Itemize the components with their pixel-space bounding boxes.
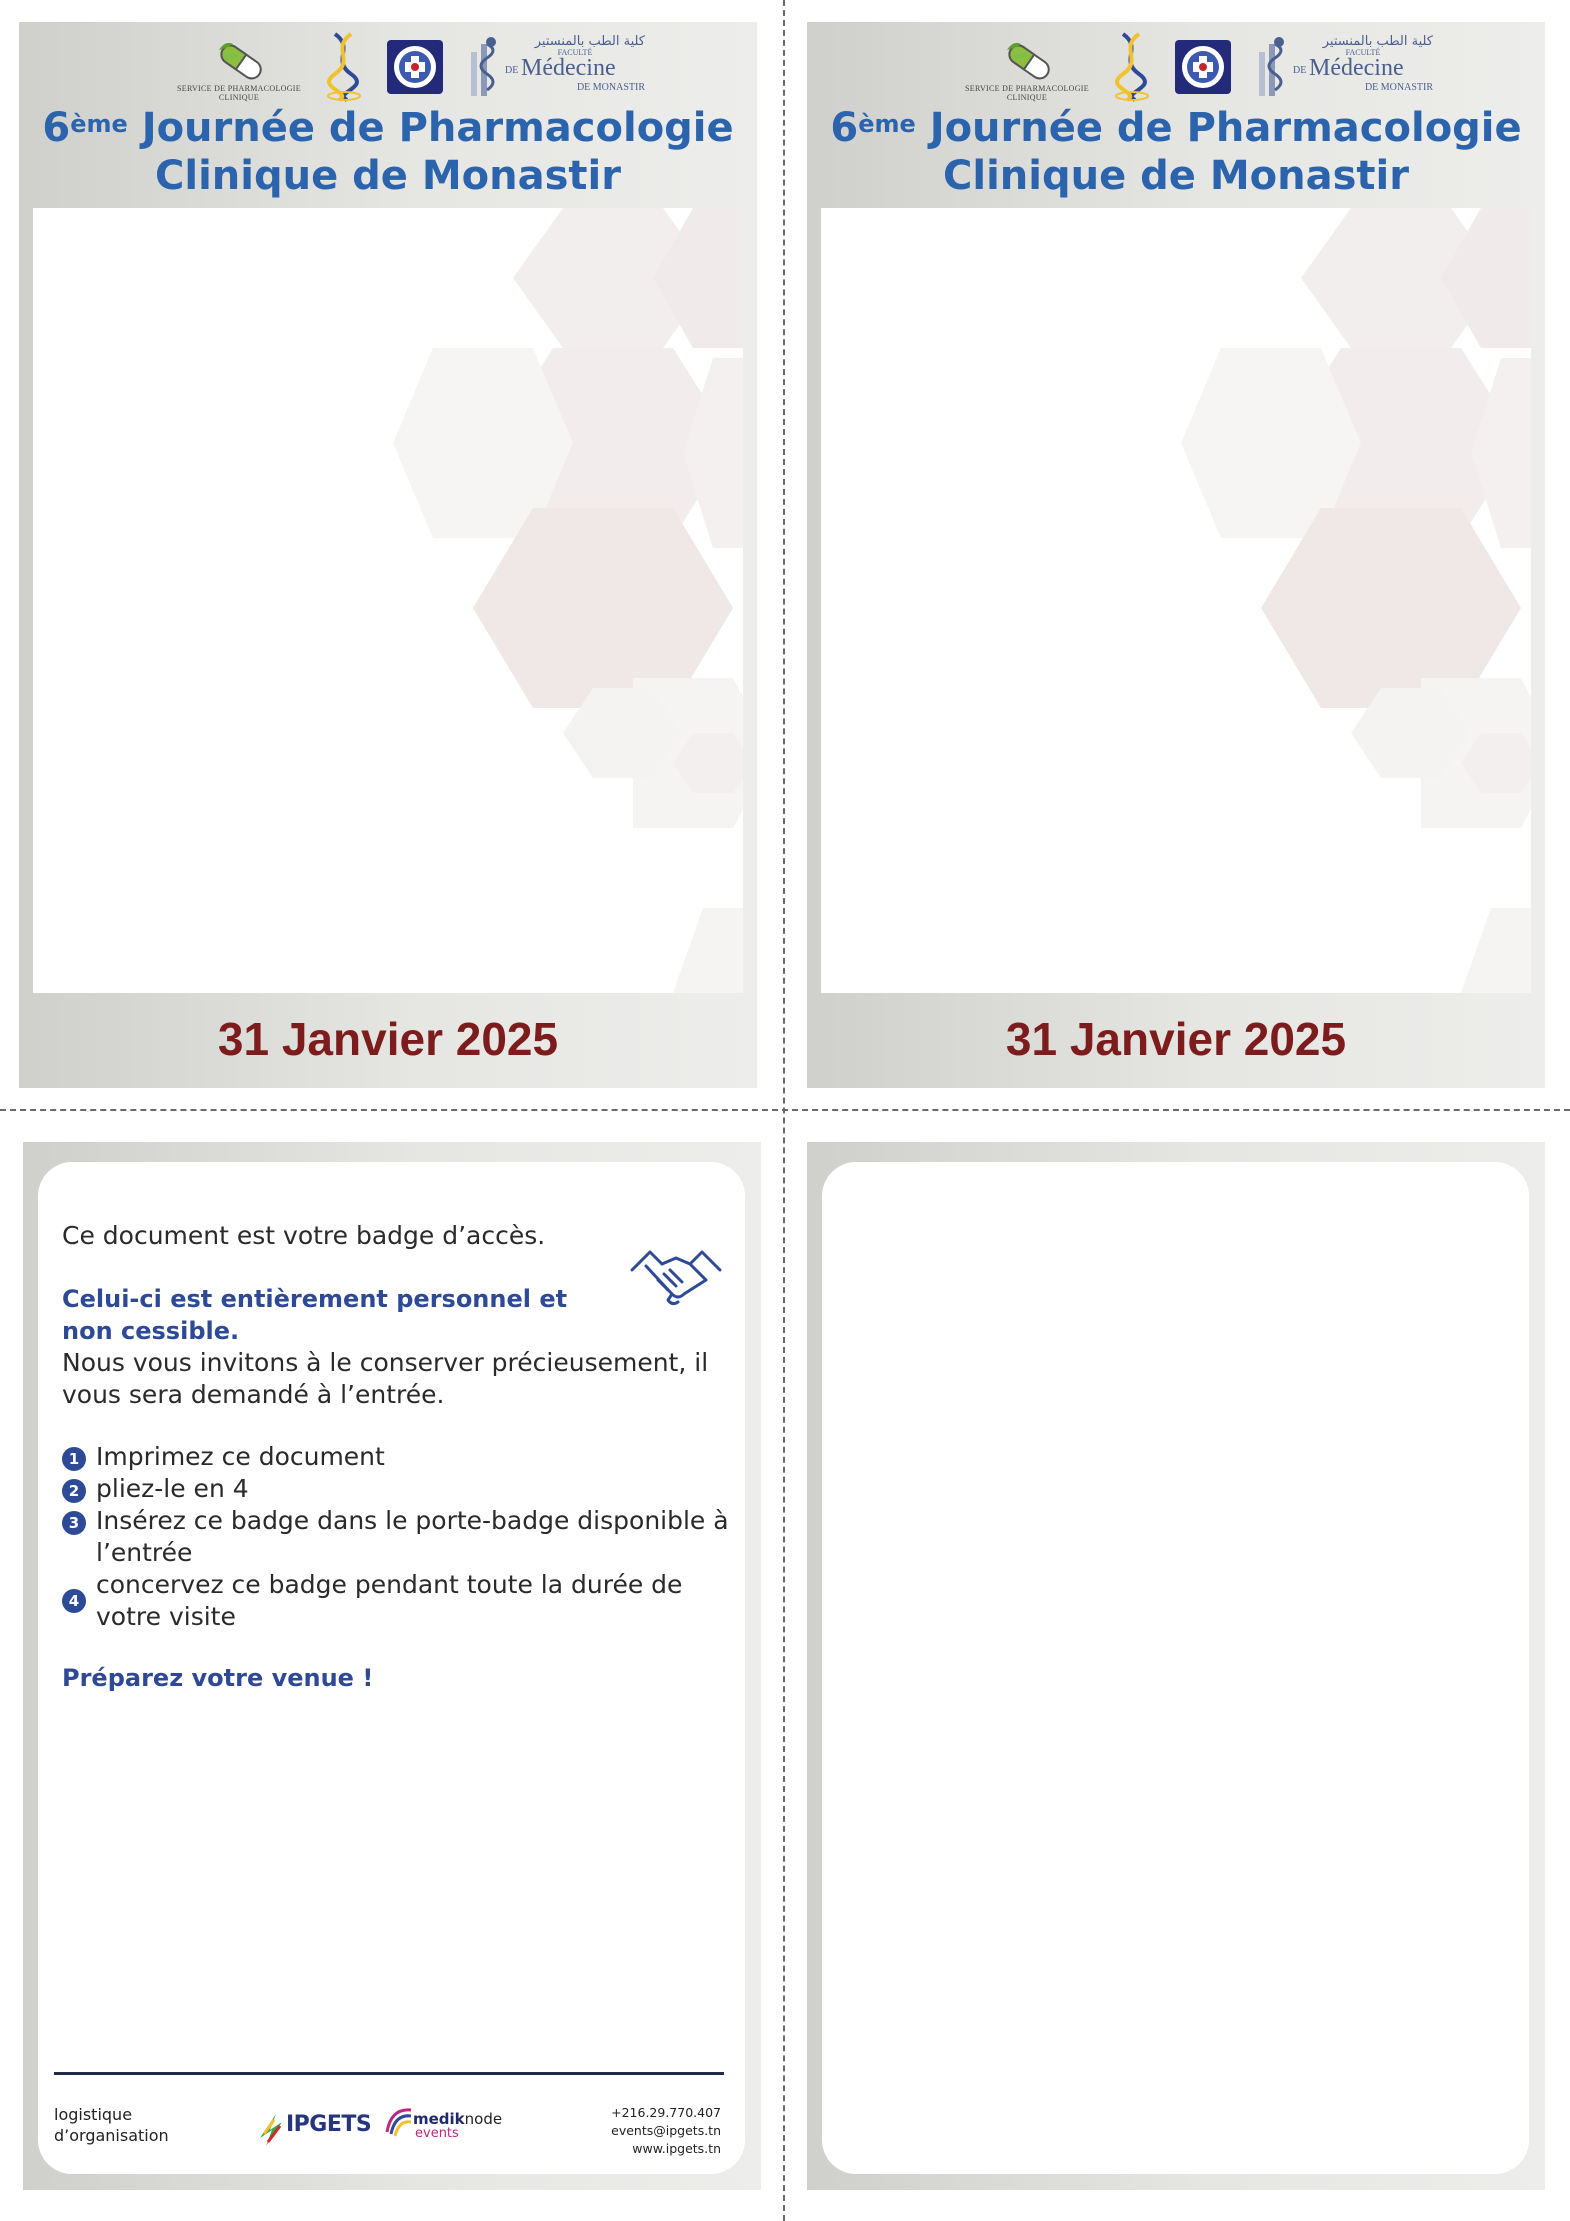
sponsor-logos xyxy=(807,30,1545,108)
faculty-name: Médecine xyxy=(1309,55,1404,81)
faculty-label: FACULTÉ xyxy=(1345,48,1381,57)
badge-photo-area xyxy=(821,208,1531,993)
capsule-icon xyxy=(164,36,314,84)
badge-front-right xyxy=(807,22,1545,1088)
faculty-arabic-name: كلية الطب بالمنستير xyxy=(1322,34,1433,49)
event-date: 31 Janvier 2025 xyxy=(1005,1013,1347,1065)
step-number: 2 xyxy=(62,1479,86,1503)
sponsor-logos xyxy=(19,30,757,108)
step-number: 4 xyxy=(62,1589,86,1613)
badge-front-left xyxy=(19,22,757,1088)
blank-card xyxy=(822,1162,1529,2174)
institution-emblem xyxy=(387,40,443,94)
pharmacology-logo xyxy=(952,36,1102,102)
personal-notice: Celui-ci est entièrement personnel et non cessible. xyxy=(62,1285,568,1345)
pharmacology-logo-label: SERVICE DE PHARMACOLOGIE CLINIQUE xyxy=(965,84,1089,102)
pharmacology-logo-label: SERVICE DE PHARMACOLOGIE CLINIQUE xyxy=(177,84,301,102)
faculty-de: DE xyxy=(1293,65,1307,76)
mediknode-mark-icon xyxy=(383,2102,415,2142)
faculty-label: FACULTÉ xyxy=(557,48,593,57)
caduceus-icon xyxy=(1253,34,1293,100)
instructions-card xyxy=(38,1162,745,2174)
emblem-icon xyxy=(1175,40,1231,94)
badge-back-right xyxy=(807,1142,1545,2190)
mediknode-text xyxy=(413,2112,502,2126)
horizontal-cut-line xyxy=(0,1109,1570,1111)
hexagon-pattern-icon xyxy=(821,208,1531,993)
dna-logo xyxy=(321,30,367,102)
faculty-medecine-logo xyxy=(465,34,645,100)
steps-list xyxy=(62,1441,742,1633)
ipgets-logo xyxy=(256,2108,376,2148)
institution-emblem xyxy=(1175,40,1231,94)
mediknode-bold: medik xyxy=(413,2110,465,2128)
event-title-line2: Clinique de Monastir xyxy=(943,153,1409,199)
step-text: Imprimez ce document xyxy=(96,1442,385,1471)
keep-badge-text: Nous vous invitons à le conserver précieusement, il vous sera demandé à l’entrée. xyxy=(62,1348,709,1409)
dna-logo xyxy=(1109,30,1155,102)
footer-divider xyxy=(54,2072,724,2075)
organiser-label-line1: logistique xyxy=(54,2105,133,2124)
event-title-line1: Journée de Pharmacologie xyxy=(141,105,734,151)
event-ordinal-suffix: ème xyxy=(70,110,128,138)
caduceus-icon xyxy=(465,34,505,100)
badge-access-text: Ce document est votre badge d’accès. xyxy=(62,1221,546,1250)
mediknode-logo xyxy=(383,2102,513,2152)
faculty-name: Médecine xyxy=(521,55,616,81)
event-title xyxy=(807,104,1545,200)
faculty-arabic-name: كلية الطب بالمنستير xyxy=(534,34,645,49)
step-item xyxy=(62,1441,742,1473)
contact-website: www.ipgets.tn xyxy=(632,2141,721,2156)
event-title xyxy=(19,104,757,200)
event-ordinal: 6 xyxy=(42,105,71,151)
ipgets-mark-icon xyxy=(256,2108,288,2148)
event-title-line1: Journée de Pharmacologie xyxy=(929,105,1522,151)
dna-helix-icon xyxy=(1109,30,1155,102)
ipgets-text: IPGETS xyxy=(286,2112,372,2137)
step-text: Insérez ce badge dans le porte-badge disponible à l’entrée xyxy=(96,1506,729,1567)
contact-email: events@ipgets.tn xyxy=(611,2123,721,2138)
event-title-line2: Clinique de Monastir xyxy=(155,153,621,199)
closing-text: Préparez votre venue ! xyxy=(62,1664,374,1692)
step-item xyxy=(62,1505,742,1569)
step-number: 3 xyxy=(62,1511,86,1535)
dna-helix-icon xyxy=(321,30,367,102)
hexagon-pattern-icon xyxy=(33,208,743,993)
pharmacology-logo xyxy=(164,36,314,102)
mediknode-rest: node xyxy=(464,2110,503,2128)
badge-back-left xyxy=(23,1142,761,2190)
contact-phone: +216.29.770.407 xyxy=(611,2105,721,2120)
step-text: concervez ce badge pendant toute la durée de votre visite xyxy=(96,1570,683,1631)
faculty-de: DE xyxy=(505,65,519,76)
step-item xyxy=(62,1473,742,1505)
step-number: 1 xyxy=(62,1447,86,1471)
badge-photo-area xyxy=(33,208,743,993)
faculty-city: DE MONASTIR xyxy=(576,82,645,93)
organiser-label xyxy=(54,2104,169,2146)
capsule-icon xyxy=(952,36,1102,84)
event-ordinal: 6 xyxy=(830,105,859,151)
faculty-medecine-logo xyxy=(1253,34,1433,100)
event-ordinal-suffix: ème xyxy=(858,110,916,138)
step-item xyxy=(62,1569,742,1633)
organiser-label-line2: d’organisation xyxy=(54,2126,169,2145)
faculty-city: DE MONASTIR xyxy=(1364,82,1433,93)
handshake-icon xyxy=(628,1242,724,1322)
event-date: 31 Janvier 2025 xyxy=(217,1013,559,1065)
step-text: pliez-le en 4 xyxy=(96,1474,249,1503)
mediknode-sub: events xyxy=(415,2126,459,2141)
emblem-icon xyxy=(387,40,443,94)
contact-info xyxy=(611,2104,721,2158)
